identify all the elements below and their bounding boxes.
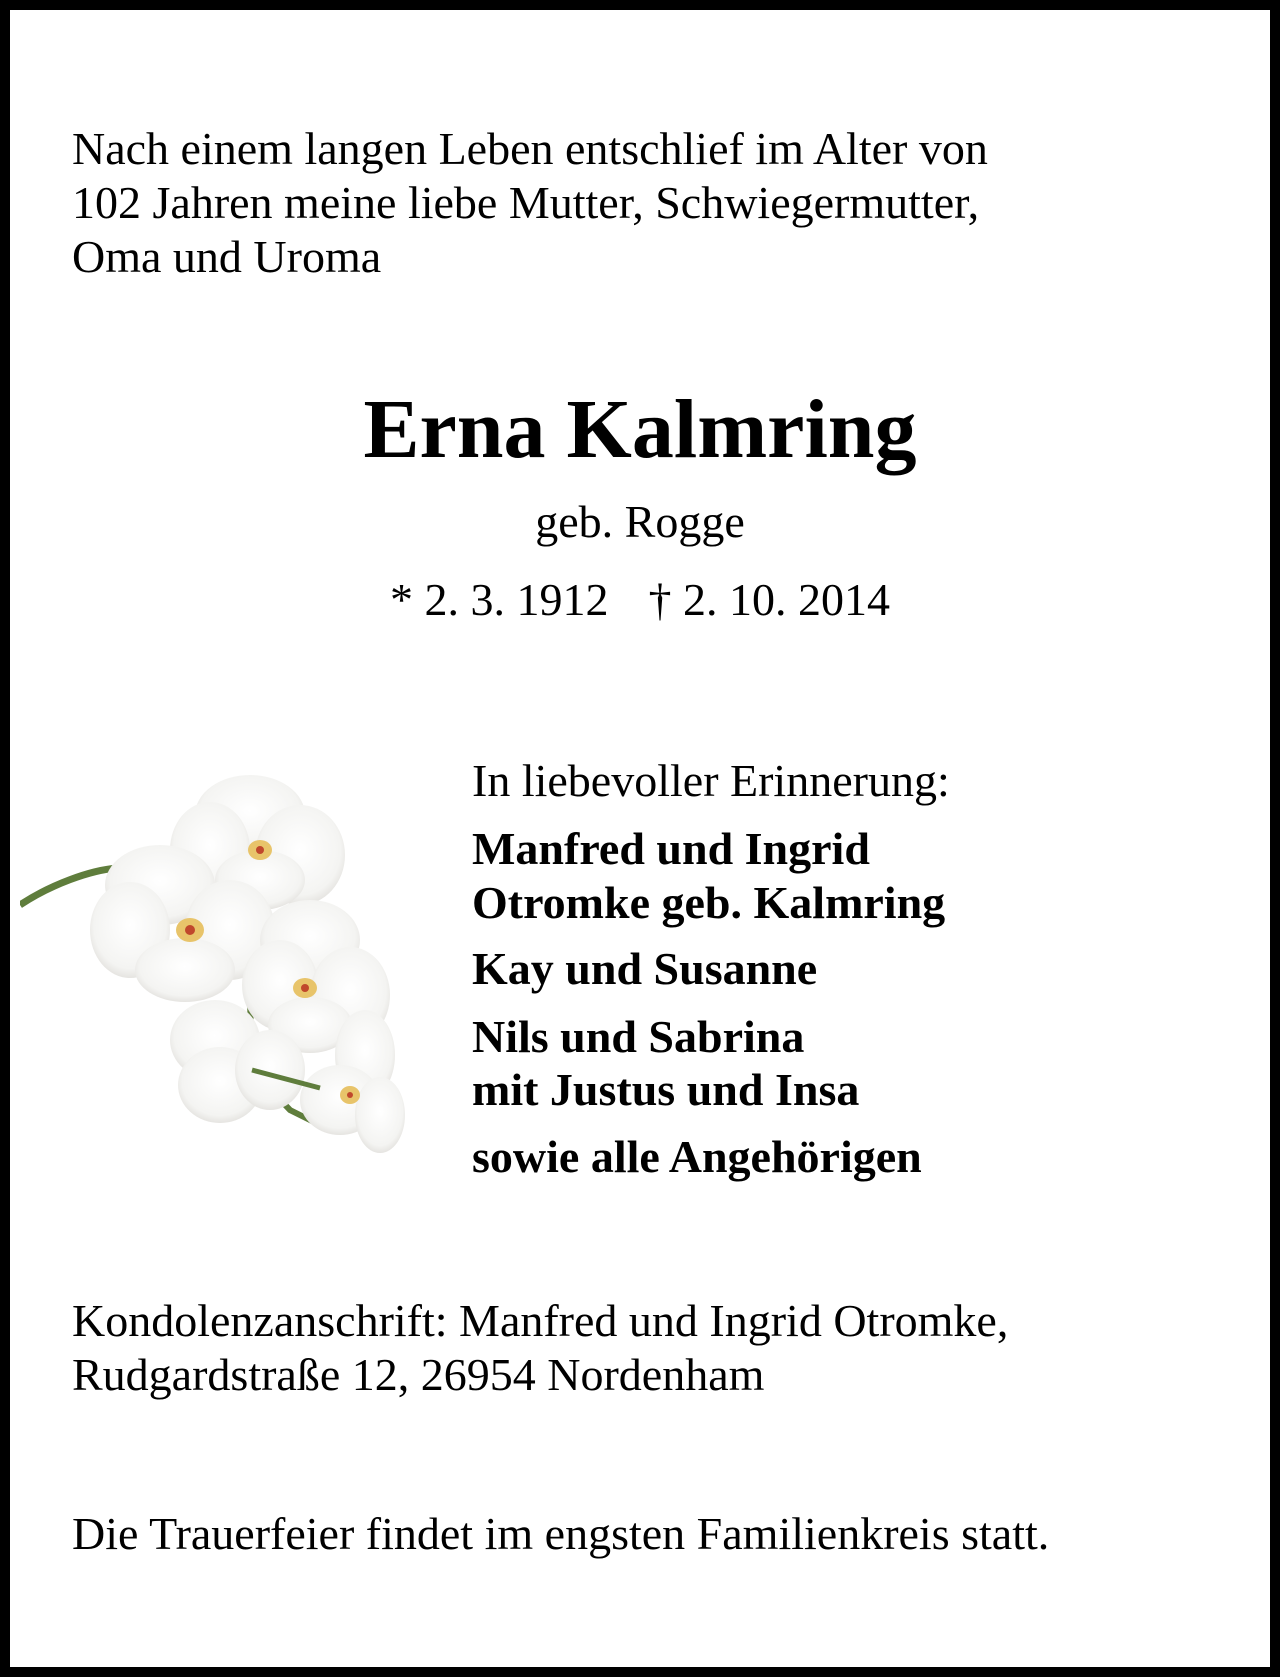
deceased-name: Erna Kalmring — [363, 383, 917, 476]
birth-date: * 2. 3. 1912 — [390, 574, 609, 625]
orchid-icon — [20, 770, 420, 1180]
memory-label: In liebevoller Erinnerung: — [472, 755, 950, 806]
mourner-line-3: Kay und Susanne — [472, 943, 818, 994]
maiden-name: geb. Rogge — [535, 496, 745, 547]
mourner-line-2: Otromke geb. Kalmring — [472, 877, 946, 928]
intro-line-1: Nach einem langen Leben entschlief im Alter von — [72, 123, 988, 174]
intro-line-2: 102 Jahren meine liebe Mutter, Schwiegermutter, — [72, 177, 980, 228]
intro-line-3: Oma und Uroma — [72, 231, 382, 282]
life-dates — [10, 573, 1270, 627]
condolence-address — [72, 1294, 1222, 1402]
mourner-line-6: sowie alle Angehörigen — [472, 1131, 922, 1182]
intro-text — [72, 122, 1212, 284]
mourner-line-5: mit Justus und Insa — [472, 1064, 860, 1115]
mourner-line-4: Nils und Sabrina — [472, 1011, 805, 1062]
condolence-line-1: Kondolenzanschrift: Manfred und Ingrid Otromke, — [72, 1295, 1009, 1346]
mourner-line-1: Manfred und Ingrid — [472, 823, 870, 874]
death-date: † 2. 10. 2014 — [648, 574, 890, 625]
condolence-line-2: Rudgardstraße 12, 26954 Nordenham — [72, 1349, 765, 1400]
ceremony-note: Die Trauerfeier findet im engsten Familienkreis statt. — [72, 1508, 1050, 1559]
